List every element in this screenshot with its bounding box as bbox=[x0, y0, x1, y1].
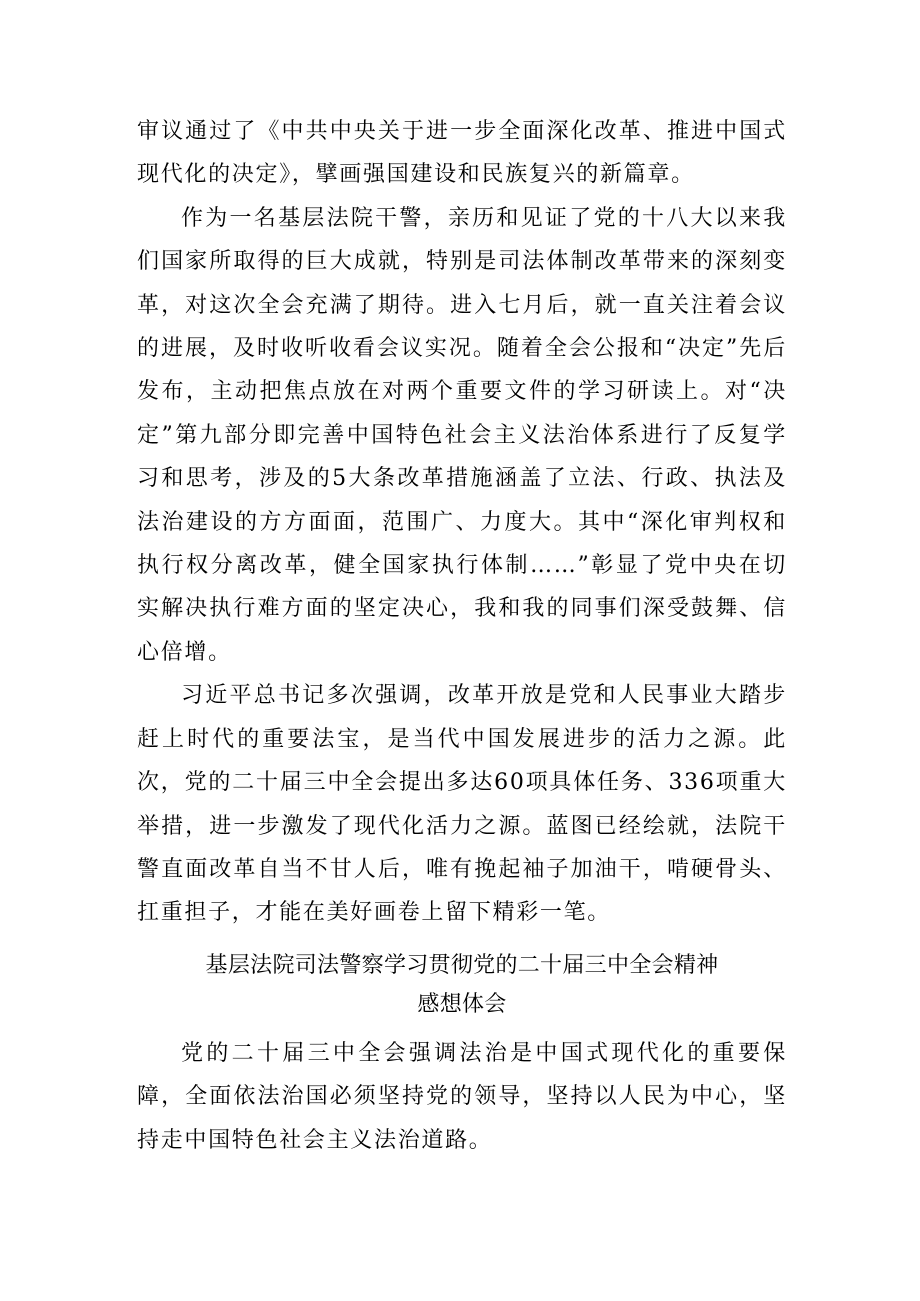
paragraph-rule-of-law: 党的二十届三中全会强调法治是中国式现代化的重要保障，全面依法治国必须坚持党的领导，坚持以人民为中心，坚持走中国特色社会主义法治道路。 bbox=[137, 1041, 787, 1153]
article-title bbox=[137, 946, 787, 1024]
paragraph-experience: 作为一名基层法院干警，亲历和见证了党的十八大以来我们国家所取得的巨大成就，特别是司法体制改革带来的深刻变革，对这次全会充满了期待。进入七月后，就一直关注着会议的进展，及时收听收看会议实况。随着全会公报和“决定”先后发布，主动把焦点放在对两个重要文件的学习研读上。对“决定”第九部分即完善中国特色社会主义法治体系进行了反复学习和思考，涉及的5大条改革措施涵盖了立法、行政、执法及法治建设的方方面面，范围广、力度大。其中“深化审判权和执行权分离改革，健全国家执行体制……”彰显了党中央在切实解决执行难方面的坚定决心，我和我的同事们深受鼓舞、信心倍增。 bbox=[137, 205, 787, 665]
article-body-bottom bbox=[137, 1032, 787, 1162]
paragraph-reform: 习近平总书记多次强调，改革开放是党和人民事业大踏步赶上时代的重要法宝，是当代中国发展进步的活力之源。此次，党的二十届三中全会提出多达60项具体任务、336项重大举措，进一步激发了现代化活力之源。蓝图已经绘就，法院干警直面改革自当不甘人后，唯有挽起袖子加油干，啃硬骨头、扛重担子，才能在美好画卷上留下精彩一笔。 bbox=[137, 683, 787, 926]
article-title-line-2: 感想体会 bbox=[417, 992, 507, 1017]
article-body-top bbox=[137, 110, 787, 935]
article-title-line-1: 基层法院司法警察学习贯彻党的二十届三中全会精神 bbox=[205, 953, 719, 978]
paragraph-continuation: 审议通过了《中共中央关于进一步全面深化改革、推进中国式现代化的决定》，擘画强国建设和民族复兴的新篇章。 bbox=[137, 119, 787, 188]
